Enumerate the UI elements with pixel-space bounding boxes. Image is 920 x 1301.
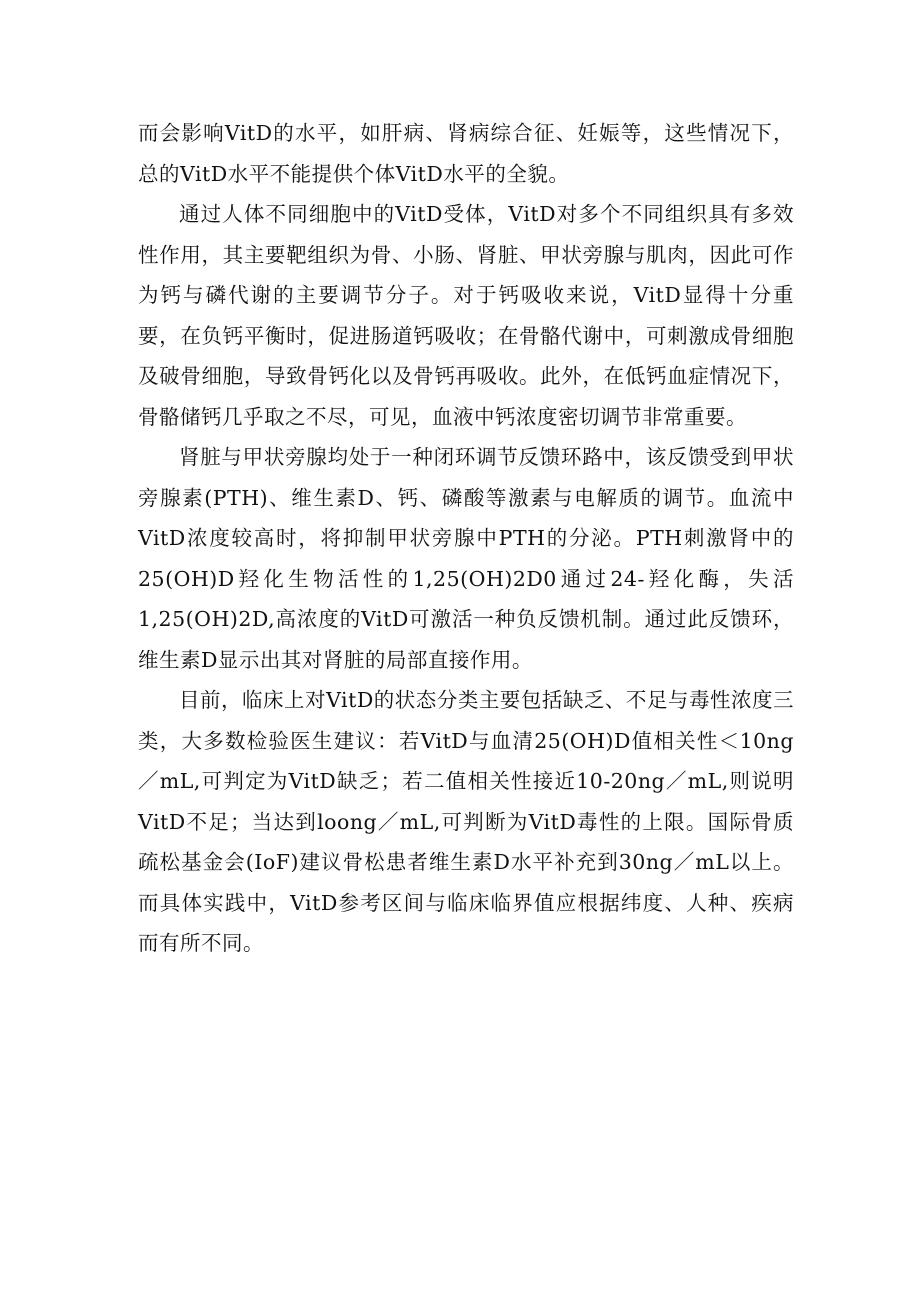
paragraph-kidney-parathyroid-feedback: 肾脏与甲状旁腺均处于一种闭环调节反馈环路中，该反馈受到甲状旁腺素(PTH)、维生素D、钙、磷酸等激素与电解质的调节。血流中VitD浓度较高时，将抑制甲状旁腺中PTH的分泌。PTH刺激肾中的25(OH)D羟化生物活性的1,25(OH)2D0通过24-羟化酶，失活1,25(OH)2D,高浓度的VitD可激活一种负反馈机制。通过此反馈环，维生素D显示出其对肾脏的局部直接作用。: [138, 445, 794, 672]
document-body: [138, 113, 794, 964]
paragraph-vitd-receptor-effects: 通过人体不同细胞中的VitD受体，VitD对多个不同组织具有多效性作用，其主要靶组织为骨、小肠、肾脏、甲状旁腺与肌肉，因此可作为钙与磷代谢的主要调节分子。对于钙吸收来说，VitD显得十分重要，在负钙平衡时，促进肠道钙吸收；在骨骼代谢中，可刺激成骨细胞及破骨细胞，导致骨钙化以及骨钙再吸收。此外，在低钙血症情况下，骨骼储钙几乎取之不尽，可见，血液中钙浓度密切调节非常重要。: [138, 202, 794, 429]
paragraph-vitd-status-classification: 目前，临床上对VitD的状态分类主要包括缺乏、不足与毒性浓度三类，大多数检验医生建议：若VitD与血清25(OH)D值相关性＜10ng／mL,可判定为VitD缺乏；若二值相关性接近10-20ng／mL,则说明VitD不足；当达到loong／mL,可判断为VitD毒性的上限。国际骨质疏松基金会(IoF)建议骨松患者维生素D水平补充到30ng／mL以上。而具体实践中，VitD参考区间与临床临界值应根据纬度、人种、疾病而有所不同。: [138, 688, 794, 955]
paragraph-vitd-total-level: 而会影响VitD的水平，如肝病、肾病综合征、妊娠等，这些情况下，总的VitD水平不能提供个体VitD水平的全貌。: [138, 121, 794, 186]
